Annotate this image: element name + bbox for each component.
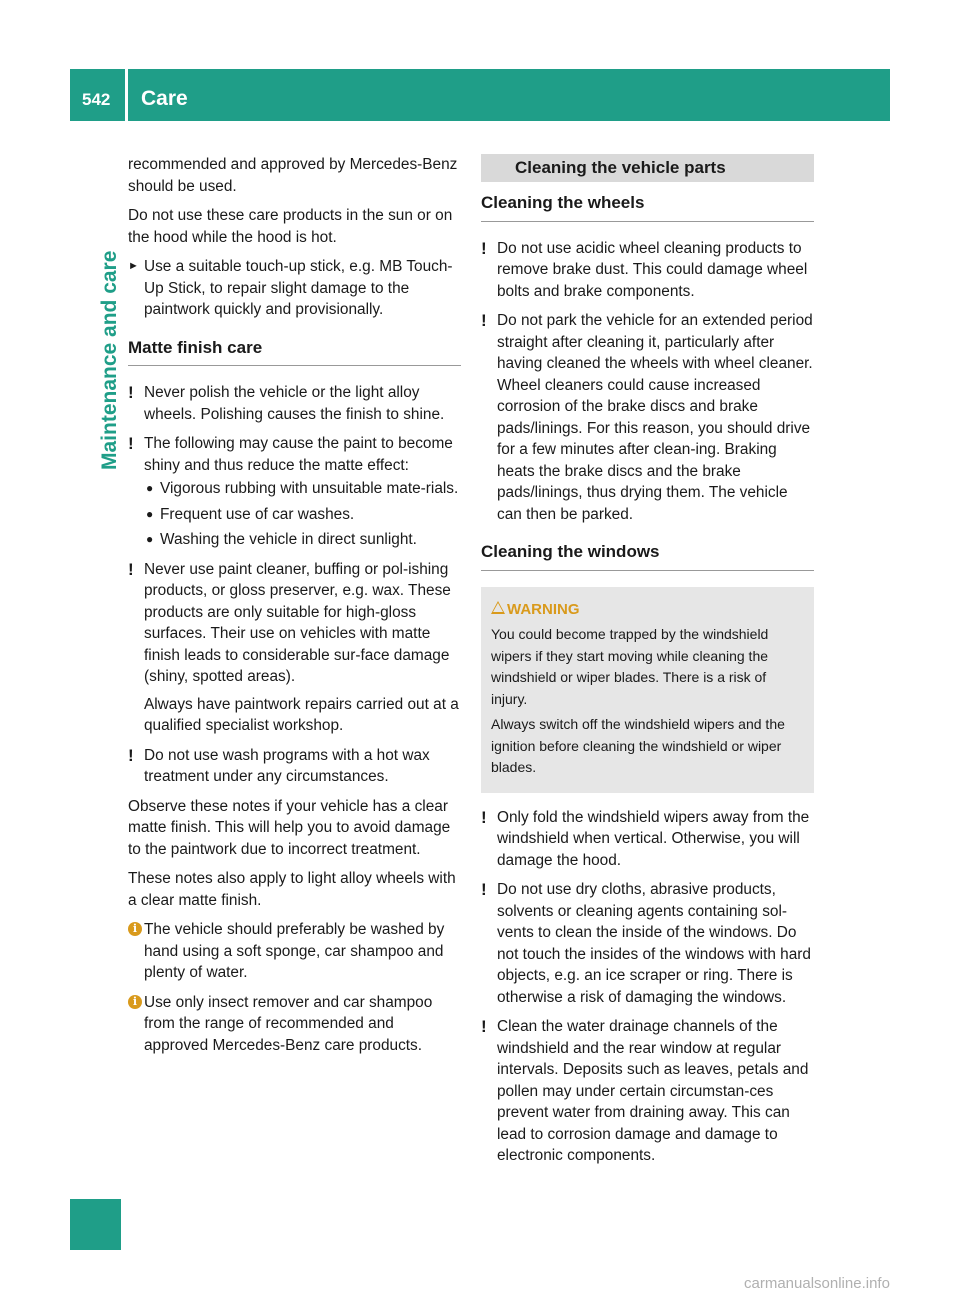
side-block [70,1199,121,1250]
note-item [128,382,461,425]
info-icon: i [128,995,142,1009]
left-column [128,154,461,1064]
info-item [128,992,461,1057]
note-item [128,745,461,788]
right-column [481,154,814,1175]
matte-finish-heading: Matte finish care [128,337,461,367]
header-bar [70,69,890,121]
warning-text: Always switch off the windshield wipers and the ignition before cleaning the windshield or wiper blades. [491,716,785,775]
exclamation-icon: ! [481,1017,487,1036]
step-arrow-icon: ► [128,260,139,272]
note-text: Never polish the vehicle or the light alloy wheels. Polishing causes the finish to shine. [144,384,445,423]
note-text: Do not use acidic wheel cleaning products to remove brake dust. This could damage wheel bolts and brake components. [497,239,808,300]
note-text: Do not use dry cloths, abrasive products, solvents or cleaning agents containing sol-vents to clean the inside of the windows. Do not touch the insides of the windows with hard objects, e.g. an ice scraper or ring. There is otherwise a risk of damaging the windows. [497,881,811,1006]
cleaning-windows-heading: Cleaning the windows [481,541,814,571]
header-divider [125,69,128,121]
bullet-icon: ● [146,506,154,521]
intro-paragraph-2: Do not use these care products in the sun or on the hood while the hood is hot. [128,207,453,246]
note-text: Always have paintwork repairs carried out at a qualified specialist workshop. [144,695,459,734]
intro-paragraph-1: recommended and approved by Mercedes-Benz should be used. [128,156,458,195]
note-text: Do not park the vehicle for an extended period straight after cleaning it, particularly after having cleaned the wheels with wheel cleaner. Wheel cleaners could cause increased corrosion of the brake discs and brake pads/linings. For this reason, you should drive for a few minutes after clean-ing. Braking heats the brake discs and the brake pads/linings, thus drying them. The vehicle can then be parked. [497,312,813,523]
sub-list-item: ● Washing the vehicle in direct sunlight. [144,529,461,551]
note-text: Do not use wash programs with a hot wax treatment under any circumstances. [144,746,430,785]
note-text: The following may cause the paint to become shiny and thus reduce the matte effect: [144,435,453,474]
warning-title: WARNING [491,599,804,621]
info-icon: i [128,922,142,936]
note-text: Only fold the windshield wipers away from the windshield when vertical. Otherwise, you will damage the hood. [497,808,810,869]
info-item [128,919,461,984]
warning-text: You could become trapped by the windshield wipers if they start moving while cleaning the windshield or wiper blades. There is a risk of injury. [491,626,769,707]
sub-list-item: ● Vigorous rubbing with unsuitable mate-rials. [144,478,461,500]
cleaning-vehicle-parts-heading: Cleaning the vehicle parts [481,154,814,182]
exclamation-icon: ! [128,434,134,453]
note-item [481,1016,814,1167]
warning-box [481,587,814,793]
exclamation-icon: ! [128,745,134,765]
warning-triangle-icon [491,601,505,614]
info-text: Use only insect remover and car shampoo from the range of recommended and approved Mercedes-Benz care products. [144,993,433,1054]
bullet-icon: ● [146,532,154,546]
sub-list-item: ● Frequent use of car washes. [144,504,461,526]
note-item [481,879,814,1008]
bullet-icon: ● [146,481,154,495]
body-paragraph: These notes also apply to light alloy wheels with a clear matte finish. [128,870,456,909]
info-text: The vehicle should preferably be washed by hand using a soft sponge, car shampoo and plenty of water. [144,921,445,981]
note-item [481,807,814,872]
section-title: Care [141,87,188,110]
side-tab-label: Maintenance and care [98,250,121,470]
exclamation-icon: ! [128,383,134,402]
body-paragraph: Observe these notes if your vehicle has a clear matte finish. This will help you to avoid damage to the paintwork due to incorrect treatment. [128,797,451,858]
instruction-step [128,256,461,321]
note-item [128,559,461,737]
exclamation-icon: ! [481,880,487,899]
note-item [481,238,814,303]
note-text: Never use paint cleaner, buffing or pol-ishing products, or gloss preserver, e.g. wax. These products are only suitable for high-gloss surfaces. Their use on vehicles with matte finish leads to considerable sur-face damage (shiny, spotted areas). [144,560,451,685]
page-number: 542 [82,90,111,109]
cleaning-wheels-heading: Cleaning the wheels [481,192,814,222]
step-text: Use a suitable touch-up stick, e.g. MB Touch-Up Stick, to repair slight damage to the paintwork quickly and provisionally. [144,258,453,318]
note-item [481,310,814,525]
note-item [128,433,461,551]
exclamation-icon: ! [481,311,487,330]
note-sub-list [144,478,461,551]
watermark: carmanualsonline.info [744,1275,890,1292]
exclamation-icon: ! [128,559,134,579]
exclamation-icon: ! [481,807,487,827]
note-text: Clean the water drainage channels of the windshield and the rear window at regular intervals. Deposits such as leaves, petals and pollen may under certain circumstan-ces prevent water from draining away. This can lead to corrosion damage and damage to electronic components. [497,1018,809,1164]
exclamation-icon: ! [481,238,487,258]
